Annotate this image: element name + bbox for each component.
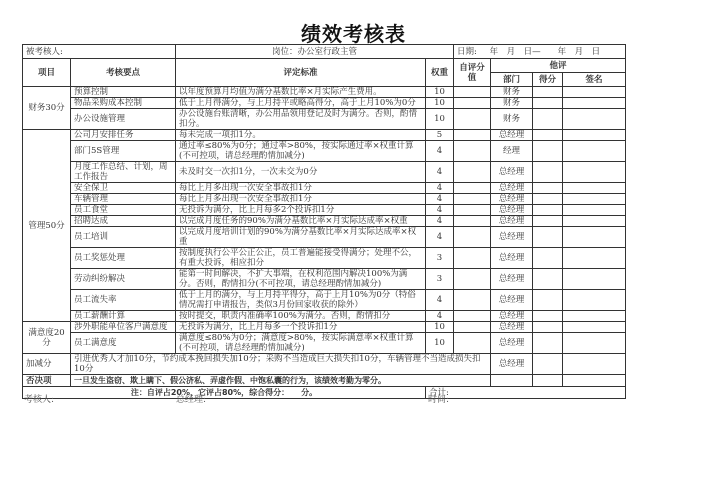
signature-cell[interactable]: [563, 130, 626, 141]
dept: 总经理: [491, 216, 533, 227]
criteria: 每比上月多出现一次安全事故扣1分: [176, 194, 426, 205]
key-point: 员工满意度: [71, 333, 176, 354]
weight: 5: [426, 130, 454, 141]
appraisal-table: [22, 44, 626, 399]
table-row: [23, 141, 626, 162]
self-score-cell[interactable]: [454, 290, 491, 311]
score-cell[interactable]: [533, 109, 563, 130]
header-dept: 部门: [491, 73, 533, 87]
veto-label: 否决项: [23, 375, 71, 387]
signature-cell[interactable]: [563, 98, 626, 109]
self-score-cell[interactable]: [454, 227, 491, 248]
key-point: 员工奖惩处理: [71, 248, 176, 269]
weight: 4: [426, 227, 454, 248]
key-point: 公司月安排任务: [71, 130, 176, 141]
signature-cell[interactable]: [563, 333, 626, 354]
weight: 3: [426, 248, 454, 269]
weight: 10: [426, 98, 454, 109]
criteria: 满意度≤80%为0分；满意度>80%，按实际满意率×权重计算(不可控项，请总经理酌情加减分): [176, 333, 426, 354]
criteria: 通过率≤80%为0分；通过率>80%，按实际通过率×权重计算(不可控项，请总经理酌情加减分): [176, 141, 426, 162]
self-score-cell[interactable]: [454, 194, 491, 205]
section-management: 管理50分: [23, 130, 71, 322]
weight: 10: [426, 109, 454, 130]
header-key-point: 考核要点: [71, 59, 176, 87]
dept: 总经理: [491, 205, 533, 216]
dept: 总经理: [491, 227, 533, 248]
signature-cell[interactable]: [563, 162, 626, 183]
key-point: 车辆管理: [71, 194, 176, 205]
note-row: [23, 387, 626, 399]
criteria: 能第一时间解决，不扩大事端，在权利范围内解决100%为满分。否则，酌情扣分(不可控项，请总经理酌情加减分): [176, 269, 426, 290]
self-score-cell[interactable]: [454, 141, 491, 162]
score-cell[interactable]: [533, 290, 563, 311]
dept-cell[interactable]: [491, 375, 533, 387]
table-row: [23, 333, 626, 354]
criteria: 按制度执行公平公正公正，员工普遍能接受得满分；处理不公，有重大投诉，相应扣分: [176, 248, 426, 269]
table-row: [23, 183, 626, 194]
signature-cell[interactable]: [563, 183, 626, 194]
dept: 总经理: [491, 162, 533, 183]
signature-cell[interactable]: [563, 227, 626, 248]
table-row: [23, 162, 626, 183]
bonus-row: [23, 354, 626, 375]
dept: 总经理: [491, 130, 533, 141]
score-cell[interactable]: [533, 333, 563, 354]
key-point: 员工薪酬计算: [71, 311, 176, 322]
weight: 3: [426, 269, 454, 290]
self-score-cell[interactable]: [454, 269, 491, 290]
signature-cell[interactable]: [563, 354, 626, 375]
criteria: 无投诉为满分，比上月每多2个投诉扣1分: [176, 205, 426, 216]
criteria: 无投诉为满分，比上月每多一个投诉扣1分: [176, 322, 426, 333]
table-row: [23, 216, 626, 227]
table-row: [23, 290, 626, 311]
score-cell[interactable]: [533, 227, 563, 248]
date-field[interactable]: [454, 45, 626, 59]
criteria: 低于上月得满分，与上月持平或略高得分，高于上月10%为0分: [176, 98, 426, 109]
self-score-cell[interactable]: [454, 205, 491, 216]
signature-cell[interactable]: [563, 109, 626, 130]
signature-cell[interactable]: [563, 194, 626, 205]
weight: 4: [426, 194, 454, 205]
bonus-label: 加减分: [23, 354, 71, 375]
score-cell[interactable]: [533, 205, 563, 216]
total-field[interactable]: 合计:: [426, 387, 626, 399]
dept: 总经理: [491, 333, 533, 354]
dept: 总经理: [491, 183, 533, 194]
dept: 总经理: [491, 290, 533, 311]
score-cell[interactable]: [533, 130, 563, 141]
self-score-cell[interactable]: [454, 98, 491, 109]
key-point: 涉外职能单位客户满意度: [71, 322, 176, 333]
key-point: 部门5S管理: [71, 141, 176, 162]
score-cell[interactable]: [533, 216, 563, 227]
header-signature: 签名: [563, 73, 626, 87]
dept: 总经理: [491, 269, 533, 290]
key-point: 月度工作总结、计划，周工作报告: [71, 162, 176, 183]
score-cell[interactable]: [533, 354, 563, 375]
signature-cell[interactable]: [563, 269, 626, 290]
time-label: 时间:: [428, 395, 450, 405]
key-point: 员工培训: [71, 227, 176, 248]
position-field: 岗位：办公室行政主管: [176, 45, 454, 59]
header-score: 得分: [533, 73, 563, 87]
criteria: 以完成月度培训计划的90%为满分基数比率×月实际达成率×权重: [176, 227, 426, 248]
weight: 4: [426, 216, 454, 227]
dept: 总经理: [491, 354, 533, 375]
score-cell[interactable]: [533, 87, 563, 98]
dept: 财务: [491, 98, 533, 109]
criteria: 办公设施台账清晰，办公用品领用登记及时为满分。否则，酌情扣分。: [176, 109, 426, 130]
criteria: 低于上月的满分，与上月持平得分，高于上月10%为0分（特俗情况需打申请报告，类似3月份回家收获的除外）: [176, 290, 426, 311]
score-cell[interactable]: [533, 269, 563, 290]
date-label: 日期:: [457, 46, 477, 57]
veto-text: 一旦发生盗窃、欺上瞒下、假公济私、弄虚作假、中饱私囊的行为，该绩效考勤为零分。: [71, 375, 491, 387]
assessor-label: 考核人:: [24, 395, 55, 405]
dept: 总经理: [491, 194, 533, 205]
self-score-cell[interactable]: [454, 311, 491, 322]
key-point: 招聘达成: [71, 216, 176, 227]
table-row: [23, 194, 626, 205]
self-score-cell[interactable]: [454, 183, 491, 194]
date-range: 年 月 日— 年 月 日: [489, 46, 601, 57]
criteria: 以年度预算月均值为满分基数比率×月实际产生费用。: [176, 87, 426, 98]
weight: 4: [426, 183, 454, 194]
criteria: 每未完成一项扣1分。: [176, 130, 426, 141]
page-title: 绩效考核表: [301, 22, 406, 46]
criteria: 以完成月度任务的90%为满分基数比率×月实际达成率×权重: [176, 216, 426, 227]
weight: 4: [426, 141, 454, 162]
table-row: [23, 311, 626, 322]
signature-cell[interactable]: [563, 216, 626, 227]
table-row: [23, 109, 626, 130]
table-row: [23, 130, 626, 141]
score-cell[interactable]: [533, 311, 563, 322]
header-item: 项目: [23, 59, 71, 87]
table-row: [23, 248, 626, 269]
gm-label: 总经理:: [176, 395, 207, 405]
section-finance: 财务30分: [23, 87, 71, 130]
signature-cell[interactable]: [563, 311, 626, 322]
signature-cell[interactable]: [563, 290, 626, 311]
key-point: 物品采购成本控制: [71, 98, 176, 109]
header-self-score: 自评分值: [454, 59, 491, 87]
weight: 10: [426, 87, 454, 98]
signature-cell[interactable]: [563, 205, 626, 216]
dept: 总经理: [491, 311, 533, 322]
key-point: 劳动纠纷解决: [71, 269, 176, 290]
key-point: 安全保卫: [71, 183, 176, 194]
key-point: 员工食堂: [71, 205, 176, 216]
self-score-cell[interactable]: [454, 333, 491, 354]
dept: 财务: [491, 109, 533, 130]
signature-cell[interactable]: [563, 248, 626, 269]
self-score-cell[interactable]: [454, 130, 491, 141]
score-cell[interactable]: [533, 98, 563, 109]
weight: 4: [426, 162, 454, 183]
weight: 10: [426, 322, 454, 333]
weight: 4: [426, 205, 454, 216]
key-point: 预算控制: [71, 87, 176, 98]
dept: 总经理: [491, 322, 533, 333]
weight: 10: [426, 333, 454, 354]
score-cell[interactable]: [533, 183, 563, 194]
score-cell[interactable]: [533, 375, 563, 387]
criteria: 未及时交一次扣1分，一次未交为0分: [176, 162, 426, 183]
self-score-cell[interactable]: [454, 248, 491, 269]
self-score-cell[interactable]: [454, 87, 491, 98]
score-cell[interactable]: [533, 322, 563, 333]
criteria: 每比上月多出现一次安全事故扣1分: [176, 183, 426, 194]
table-row: [23, 322, 626, 333]
header-weight: 权重: [426, 59, 454, 87]
note-text: 注：自评占20%，它评占80%，综合得分： 分。: [23, 387, 426, 399]
score-cell[interactable]: [533, 248, 563, 269]
weight: 4: [426, 290, 454, 311]
criteria: 按时提交，职责内准确率100%为满分。否则，酌情扣分: [176, 311, 426, 322]
key-point: 办公设施管理: [71, 109, 176, 130]
dept: 财务: [491, 87, 533, 98]
table-row: [23, 98, 626, 109]
signature-cell[interactable]: [563, 141, 626, 162]
header-other-eval: 他评: [491, 59, 626, 73]
signature-cell[interactable]: [563, 375, 626, 387]
table-row: [23, 227, 626, 248]
bonus-text: 引进优秀人才加10分，节约成本挽回损失加10分；采购不当造成巨大损失扣10分，车辆管理不当造成损失扣10分: [71, 354, 491, 375]
weight: 4: [426, 311, 454, 322]
self-score-cell[interactable]: [454, 162, 491, 183]
header-criteria: 评定标准: [176, 59, 426, 87]
signature-cell[interactable]: [563, 87, 626, 98]
score-cell[interactable]: [533, 141, 563, 162]
score-cell[interactable]: [533, 162, 563, 183]
section-satisfaction: 满意度20分: [23, 322, 71, 354]
veto-row: [23, 375, 626, 387]
assessee-field[interactable]: 被考核人:: [23, 45, 176, 59]
table-row: [23, 87, 626, 98]
dept: 经理: [491, 141, 533, 162]
key-point: 员工流失率: [71, 290, 176, 311]
self-score-cell[interactable]: [454, 109, 491, 130]
dept: 总经理: [491, 248, 533, 269]
table-row: [23, 269, 626, 290]
table-row: [23, 205, 626, 216]
self-score-cell[interactable]: [454, 322, 491, 333]
self-score-cell[interactable]: [454, 216, 491, 227]
signature-cell[interactable]: [563, 322, 626, 333]
score-cell[interactable]: [533, 194, 563, 205]
